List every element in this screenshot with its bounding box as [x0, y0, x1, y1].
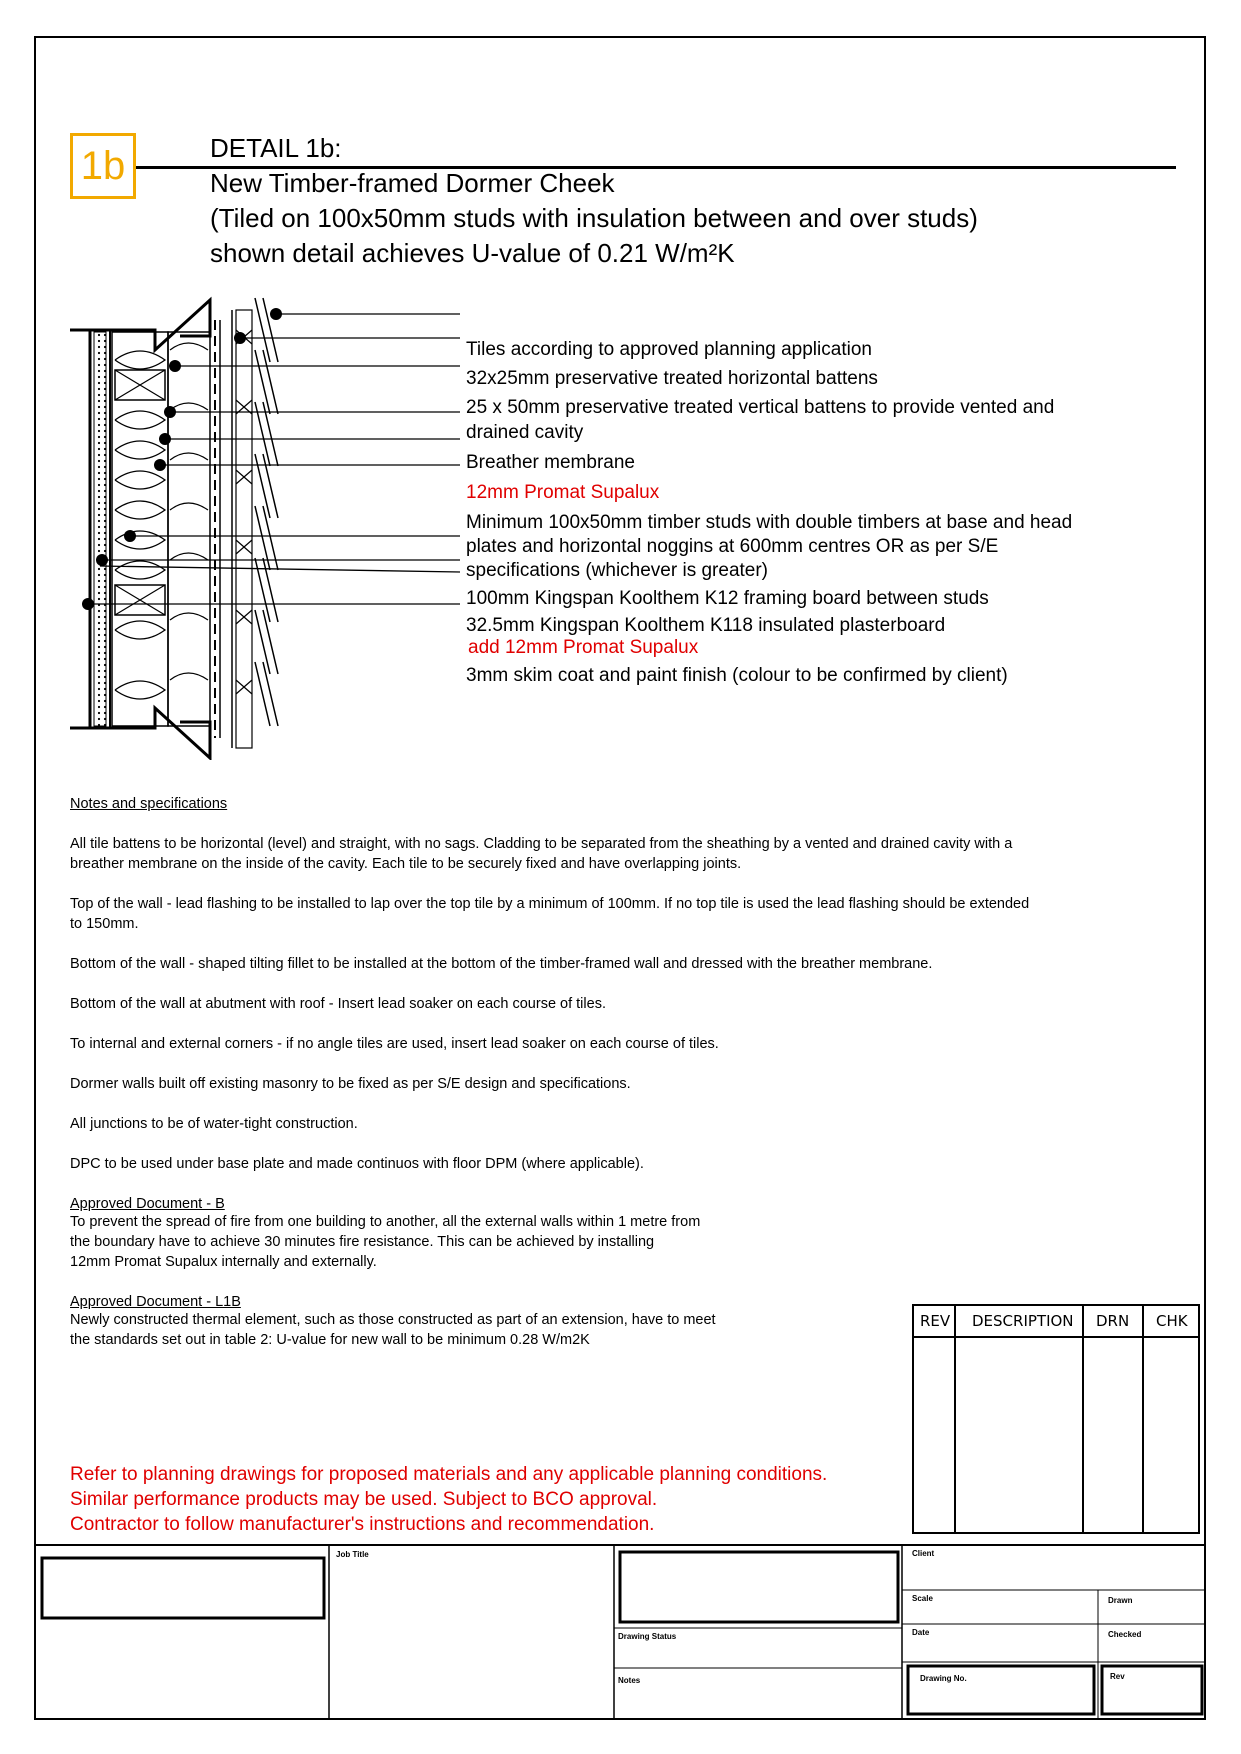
drn-header: DRN	[1096, 1312, 1130, 1330]
label-vertical-battens: 25 x 50mm preservative treated vertical battens to provide vented and	[466, 397, 1055, 418]
note-p2b: to 150mm.	[70, 916, 139, 932]
u-value-statement: shown detail achieves U-value of 0.21 W/m²K	[210, 238, 735, 268]
label-timber-studs-cont2: specifications (whichever is greater)	[466, 560, 769, 581]
label-timber-studs-cont1: plates and horizontal noggins at 600mm centres OR as per S/E	[466, 536, 999, 557]
note-p8: DPC to be used under base plate and made continuos with floor DPM (where applicable).	[70, 1156, 644, 1172]
note-p4: Bottom of the wall at abutment with roof - Insert lead soaker on each course of tiles.	[70, 996, 606, 1012]
label-insulated-plasterboard: 32.5mm Kingspan Koolthem K118 insulated plasterboard	[466, 615, 946, 636]
label-promat-supalux: 12mm Promat Supalux	[466, 482, 660, 503]
note-p2a: Top of the wall - lead flashing to be installed to lap over the top tile by a minimum of 100mm. If no top tile is used the lead flashing should be extended	[70, 896, 1030, 912]
approved-doc-b-line2: the boundary have to achieve 30 minutes fire resistance. This can be achieved by installing	[70, 1234, 655, 1250]
label-vertical-battens-cont: drained cavity	[466, 422, 584, 443]
refer-contractor: Contractor to follow manufacturer's instructions and recommendation.	[70, 1514, 655, 1535]
drawn-label: Drawn	[1108, 1596, 1133, 1605]
description-header: DESCRIPTION	[972, 1312, 1074, 1330]
note-p6: Dormer walls built off existing masonry to be fixed as per S/E design and specifications.	[70, 1076, 631, 1092]
rev-label: Rev	[1110, 1672, 1125, 1681]
note-p7: All junctions to be of water-tight construction.	[70, 1116, 358, 1132]
date-label: Date	[912, 1628, 930, 1637]
job-title-label: Job Title	[336, 1550, 369, 1559]
rev-header: REV	[920, 1312, 951, 1330]
revision-table	[912, 1304, 1200, 1534]
approved-doc-l1b-heading: Approved Document - L1B	[70, 1294, 241, 1310]
notes-heading: Notes and specifications	[70, 796, 228, 812]
detail-description: (Tiled on 100x50mm studs with insulation between and over studs)	[210, 203, 978, 233]
wall-section-drawing	[60, 290, 480, 760]
checked-label: Checked	[1108, 1630, 1142, 1639]
detail-badge: 1b	[70, 133, 136, 199]
refer-planning: Refer to planning drawings for proposed materials and any applicable planning conditions.	[70, 1464, 828, 1485]
approved-doc-b-line1: To prevent the spread of fire from one building to another, all the external walls within 1 metre from	[70, 1214, 701, 1230]
drawing-status-label: Drawing Status	[618, 1632, 677, 1641]
label-horizontal-battens: 32x25mm preservative treated horizontal battens	[466, 368, 878, 389]
label-add-promat-supalux: add 12mm Promat Supalux	[468, 637, 699, 658]
client-label: Client	[912, 1549, 935, 1558]
approved-doc-b-line3: 12mm Promat Supalux internally and externally.	[70, 1254, 377, 1270]
approved-doc-b-heading: Approved Document - B	[70, 1196, 225, 1212]
label-tiles: Tiles according to approved planning application	[466, 339, 872, 360]
label-timber-studs: Minimum 100x50mm timber studs with double timbers at base and head	[466, 512, 1073, 533]
refer-similar-products: Similar performance products may be used. Subject to BCO approval.	[70, 1489, 658, 1510]
approved-doc-l1b-line1: Newly constructed thermal element, such as those constructed as part of an extension, have to meet	[70, 1312, 716, 1328]
note-p1b: breather membrane on the inside of the cavity. Each tile to be securely fixed and have overlapping joints.	[70, 856, 742, 872]
label-skim-coat: 3mm skim coat and paint finish (colour to be confirmed by client)	[466, 665, 1008, 686]
notes-label: Notes	[618, 1676, 641, 1685]
detail-title: DETAIL 1b:	[210, 133, 342, 163]
drawing-no-label: Drawing No.	[920, 1674, 967, 1683]
detail-subtitle: New Timber-framed Dormer Cheek	[210, 168, 615, 198]
note-p1a: All tile battens to be horizontal (level) and straight, with no sags. Cladding to be separated from the sheathing by a vented and drained cavity with a	[70, 836, 1013, 852]
chk-header: CHK	[1156, 1312, 1188, 1330]
scale-label: Scale	[912, 1594, 933, 1603]
approved-doc-l1b-line2: the standards set out in table 2: U-value for new wall to be minimum 0.28 W/m2K	[70, 1332, 590, 1348]
label-breather-membrane: Breather membrane	[466, 452, 635, 473]
note-p3: Bottom of the wall - shaped tilting fillet to be installed at the bottom of the timber-framed wall and dressed with the breather membrane.	[70, 956, 933, 972]
note-p5: To internal and external corners - if no angle tiles are used, insert lead soaker on each course of tiles.	[70, 1036, 719, 1052]
label-framing-board: 100mm Kingspan Koolthem K12 framing board between studs	[466, 588, 989, 609]
